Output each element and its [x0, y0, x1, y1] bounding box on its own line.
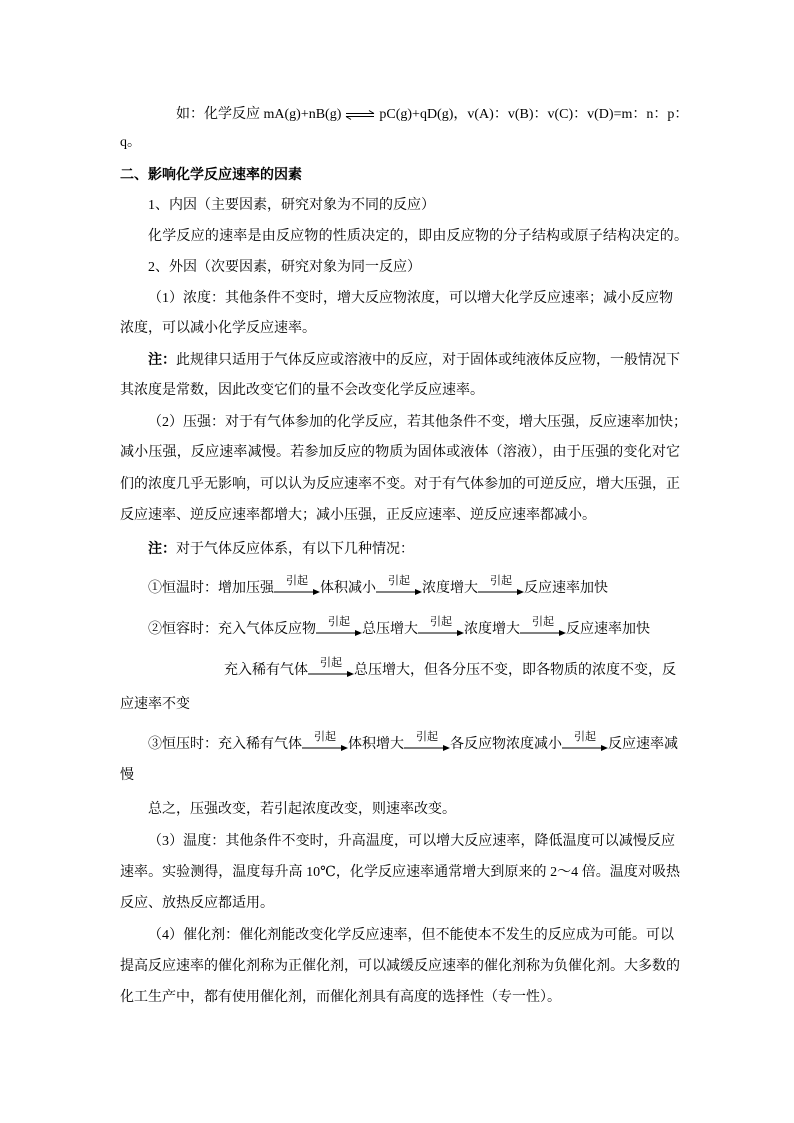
flow-wrap-line: 慢	[120, 768, 134, 783]
arrow-label: 引起	[574, 731, 596, 743]
note-label: 注：	[148, 542, 176, 557]
causes-arrow	[404, 731, 450, 755]
causes-arrow	[562, 731, 608, 755]
internal-factors-heading: 1、内因（主要因素，研究对象为不同的反应）	[148, 198, 435, 213]
right-arrow-icon	[302, 743, 348, 753]
reversible-arrow-icon	[345, 110, 375, 120]
section-title: 二、影响化学反应速率的因素	[120, 168, 302, 183]
causes-arrow	[376, 575, 422, 599]
case-constant-temperature	[148, 575, 608, 599]
paragraph-line: 速率。实验测得，温度每升高 10℃，化学反应速率通常增大到原来的 2～4 倍。温度对吸热	[120, 865, 680, 880]
flow-step: 各反应物浓度减小	[450, 737, 562, 752]
arrow-label: 引起	[320, 657, 342, 669]
paragraph-line: （2）压强：对于有气体参加的化学反应，若其他条件不变，增大压强，反应速率加快；	[148, 415, 687, 430]
external-factors-heading: 2、外因（次要因素，研究对象为同一反应）	[148, 260, 421, 275]
flow-step: 总压增大，但各分压不变，即各物质的浓度不变，反	[354, 663, 676, 678]
flow-step: 充入气体反应物	[218, 622, 316, 637]
right-arrow-icon	[520, 628, 566, 638]
note-line	[148, 351, 680, 371]
paragraph-line: 提高反应速率的催化剂称为正催化剂，可以减缓反应速率的催化剂称为负催化剂。大多数的	[120, 959, 680, 974]
note-line	[148, 540, 414, 560]
flow-step: 充入稀有气体	[218, 737, 302, 752]
case-constant-volume-inert-gas	[224, 657, 676, 681]
paragraph-line: （4）催化剂：催化剂能改变化学反应速率，但不能使本不发生的反应成为可能。可以	[148, 928, 674, 943]
causes-arrow	[316, 616, 362, 640]
flow-step: 总压增大	[362, 622, 418, 637]
right-arrow-icon	[562, 743, 608, 753]
flow-step: 浓度增大	[422, 581, 478, 596]
paragraph-line: 们的浓度几乎无影响，可以认为反应速率不变。对于有气体参加的可逆反应，增大压强，正	[120, 477, 680, 492]
causes-arrow	[478, 575, 524, 599]
flow-step: 反应速率加快	[566, 622, 650, 637]
arrow-label: 引起	[430, 616, 452, 628]
note-text: 此规律只适用于气体反应或溶液中的反应，对于固体或纯液体反应物，一般情况下	[176, 353, 680, 368]
arrow-label: 引起	[416, 731, 438, 743]
paragraph-line: 反应、放热反应都适用。	[120, 896, 274, 911]
causes-arrow	[308, 657, 354, 681]
paragraph-line: 减小压强，反应速率减慢。若参加反应的物质为固体或液体（溶液），由于压强的变化对它	[120, 445, 680, 460]
right-arrow-icon	[274, 587, 320, 597]
pressure-summary: 总之，压强改变，若引起浓度改变，则速率改变。	[148, 802, 456, 817]
flow-step: 增加压强	[218, 581, 274, 596]
internal-factors-text: 化学反应的速率是由反应物的性质决定的，即由反应物的分子结构或原子结构决定的。	[148, 229, 688, 244]
causes-arrow	[418, 616, 464, 640]
flow-step: 反应速率加快	[524, 581, 608, 596]
flow-step: 体积增大	[348, 737, 404, 752]
flow-step: 充入稀有气体	[224, 663, 308, 678]
paragraph-line: 浓度，可以减小化学反应速率。	[120, 321, 316, 336]
causes-arrow	[302, 731, 348, 755]
example-prefix: 如：化学反应 mA(g)+nB(g)	[176, 107, 342, 122]
flow-step: 浓度增大	[464, 622, 520, 637]
example-suffix: pC(g)+qD(g)，v(A)：v(B)：v(C)：v(D)=m：n：p：	[379, 107, 689, 122]
flow-step: 反应速率减	[608, 737, 678, 752]
note-text: 对于气体反应体系，有以下几种情况：	[176, 542, 414, 557]
right-arrow-icon	[376, 587, 422, 597]
example-reaction-line	[176, 105, 688, 125]
case-label: ①恒温时：	[148, 581, 218, 596]
arrow-label: 引起	[388, 575, 410, 587]
case-label: ②恒容时：	[148, 622, 218, 637]
flow-step: 体积减小	[320, 581, 376, 596]
note-label: 注：	[148, 353, 176, 368]
arrow-label: 引起	[286, 575, 308, 587]
arrow-label: 引起	[328, 616, 350, 628]
right-arrow-icon	[418, 628, 464, 638]
case-constant-pressure	[148, 731, 678, 755]
case-label: ③恒压时：	[148, 737, 218, 752]
example-wrap-line: q。	[120, 135, 141, 150]
flow-wrap-line: 应速率不变	[120, 697, 190, 712]
paragraph-line: （1）浓度：其他条件不变时，增大反应物浓度，可以增大化学反应速率；减小反应物	[148, 291, 673, 306]
arrow-label: 引起	[532, 616, 554, 628]
right-arrow-icon	[478, 587, 524, 597]
right-arrow-icon	[308, 669, 354, 679]
right-arrow-icon	[404, 743, 450, 753]
causes-arrow	[274, 575, 320, 599]
right-arrow-icon	[316, 628, 362, 638]
paragraph-line: （3）温度：其他条件不变时，升高温度，可以增大反应速率，降低温度可以减慢反应	[148, 834, 675, 849]
paragraph-line: 化工生产中，都有使用催化剂，而催化剂具有高度的选择性（专一性）。	[120, 990, 561, 1005]
note-line: 其浓度是常数，因此改变它们的量不会改变化学反应速率。	[120, 383, 484, 398]
paragraph-line: 反应速率、逆反应速率都增大；减小压强，正反应速率、逆反应速率都减小。	[120, 508, 596, 523]
case-constant-volume	[148, 616, 650, 640]
arrow-label: 引起	[314, 731, 336, 743]
arrow-label: 引起	[490, 575, 512, 587]
causes-arrow	[520, 616, 566, 640]
